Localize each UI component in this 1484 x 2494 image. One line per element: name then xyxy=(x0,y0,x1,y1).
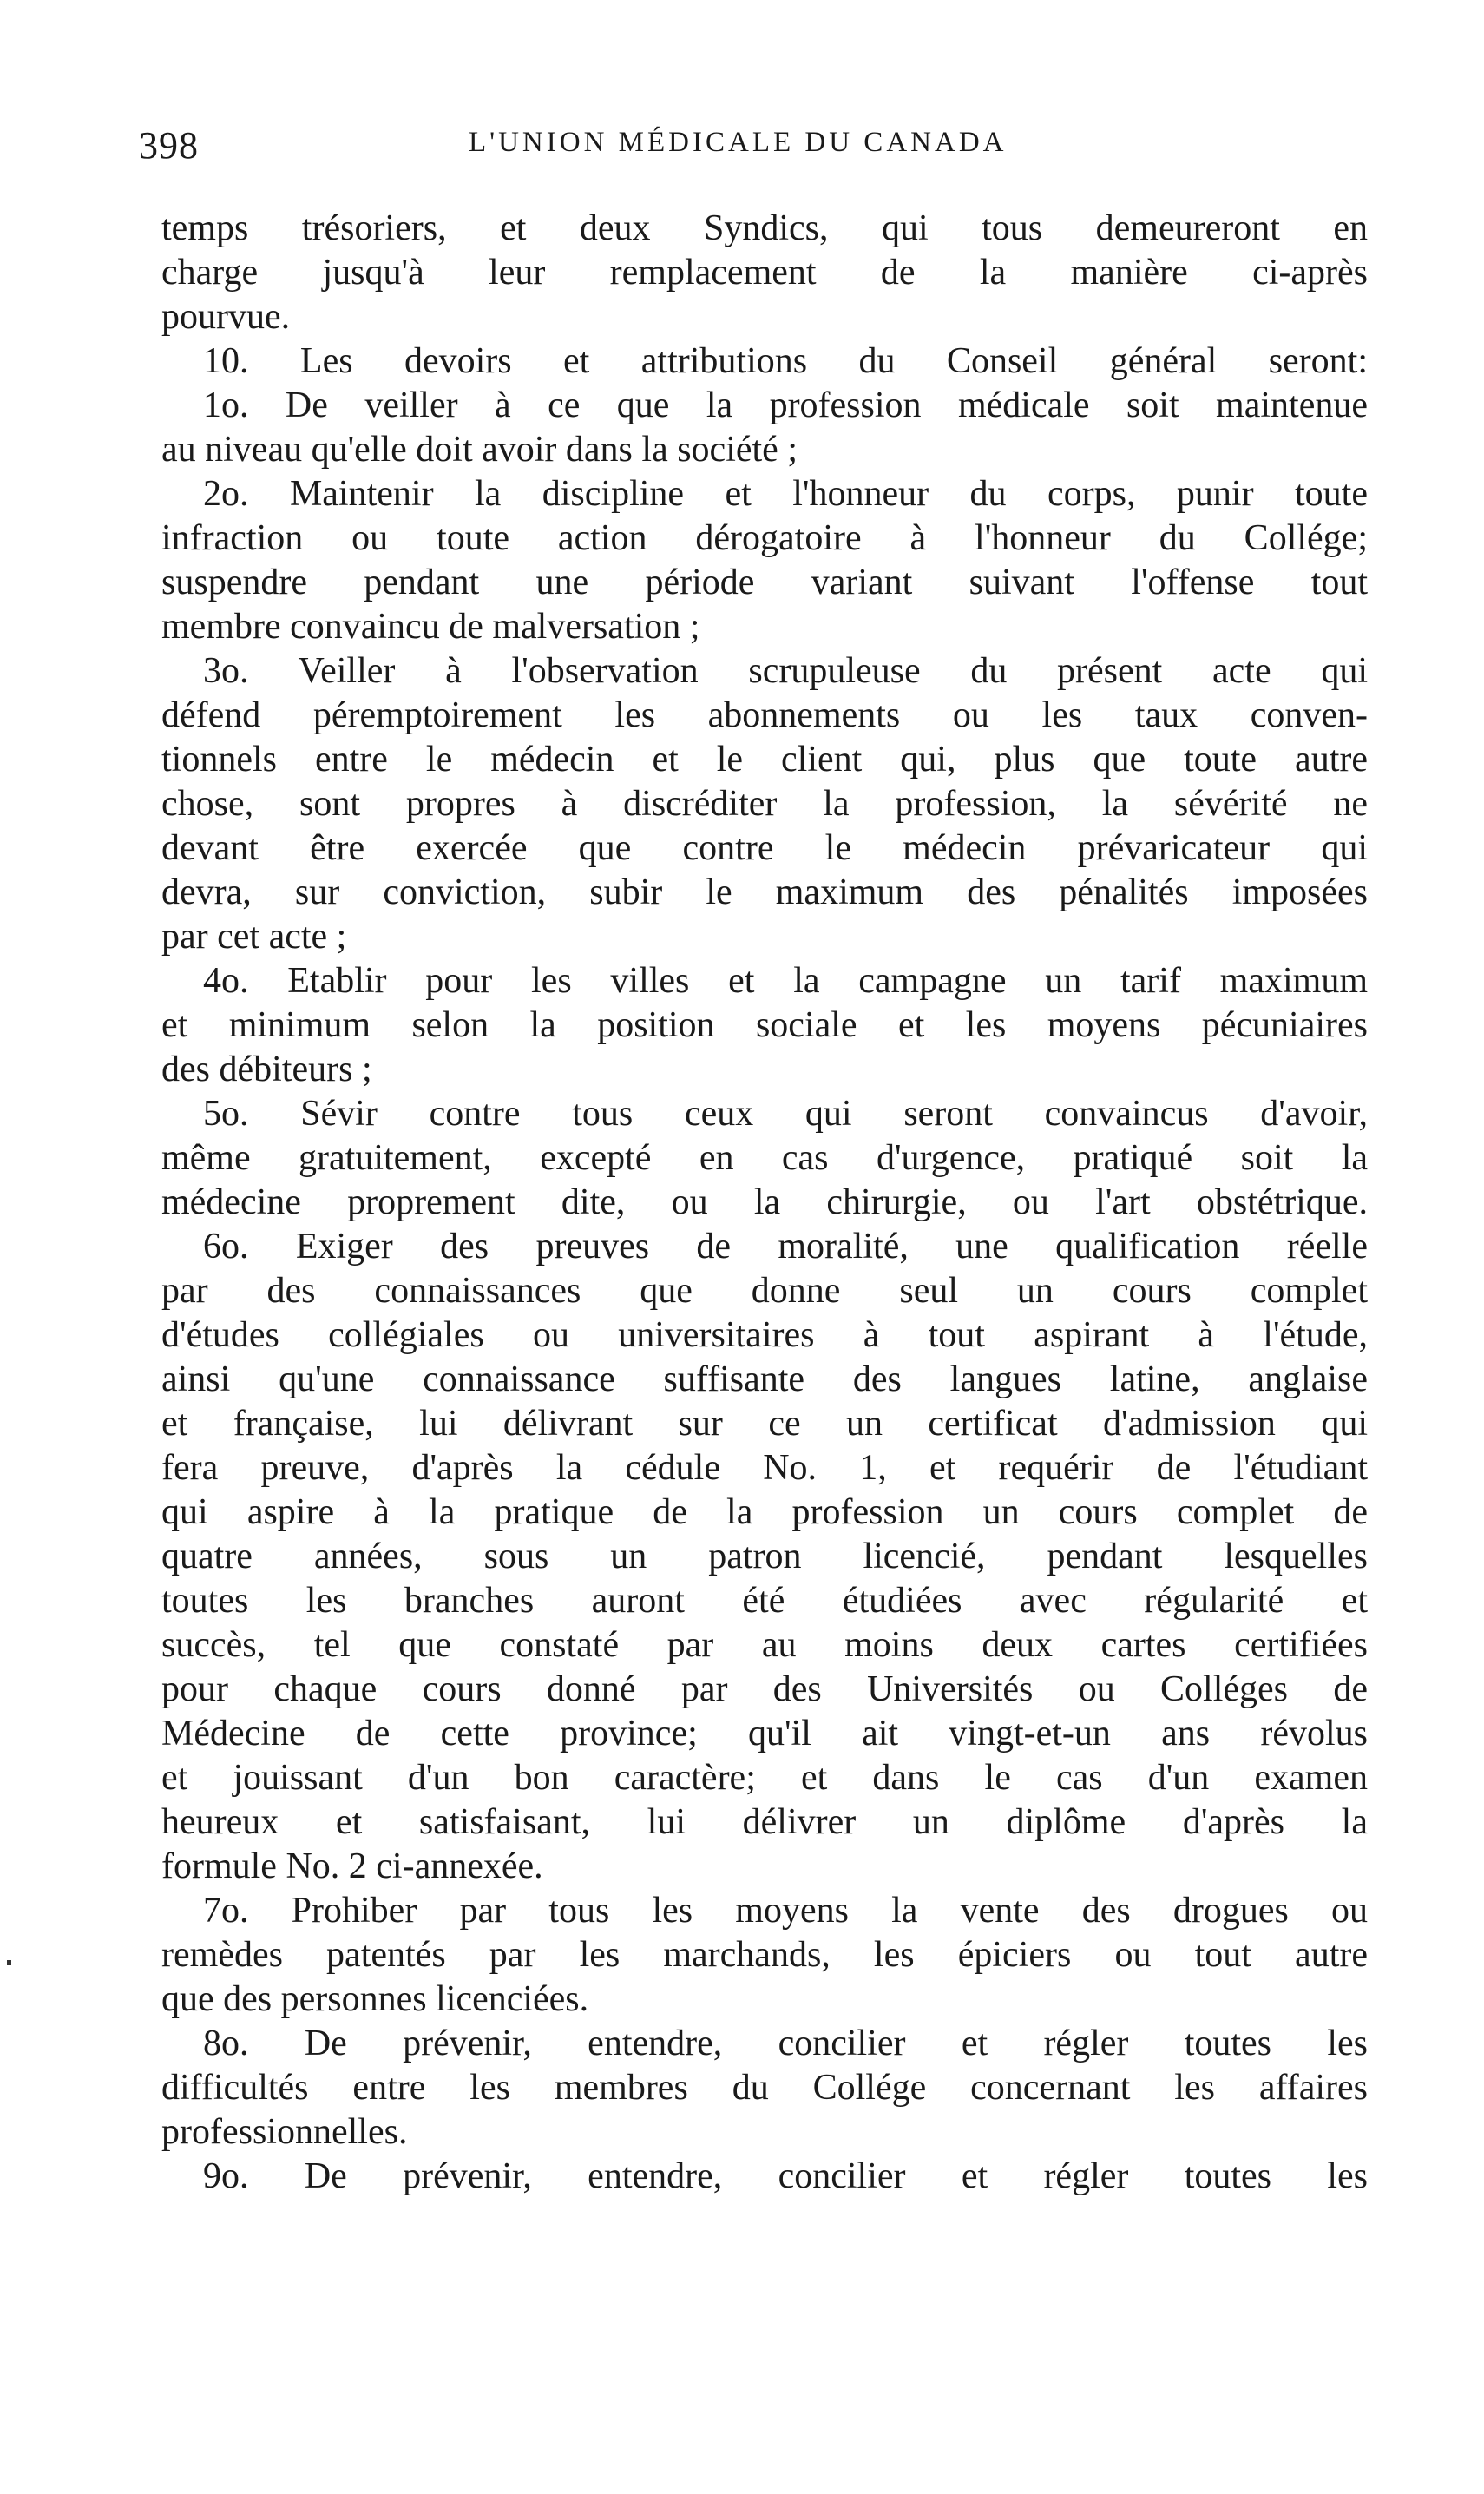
text-line: au niveau qu'elle doit avoir dans la société ; xyxy=(161,430,798,470)
text-line: 8o. De prévenir, entendre, concilier et régler toutes les xyxy=(203,2023,1368,2063)
text-line: d'études collégiales ou universitaires à tout aspirant à l'étude, xyxy=(161,1315,1368,1355)
text-line: par des connaissances que donne seul un cours complet xyxy=(161,1271,1368,1311)
text-line: 9o. De prévenir, entendre, concilier et régler toutes les xyxy=(203,2156,1368,2196)
text-line: défend péremptoirement les abonnements ou les taux conven- xyxy=(161,695,1368,735)
text-line: médecine proprement dite, ou la chirurgie, ou l'art obstétrique. xyxy=(161,1182,1368,1222)
body-text xyxy=(161,207,1368,2199)
text-line: 2o. Maintenir la discipline et l'honneur du corps, punir toute xyxy=(203,474,1368,514)
text-line: Médecine de cette province; qu'il ait vingt-et-un ans révolus xyxy=(161,1714,1368,1754)
text-line: fera preuve, d'après la cédule No. 1, et requérir de l'étudiant xyxy=(161,1448,1368,1488)
text-line: 7o. Prohiber par tous les moyens la vente des drogues ou xyxy=(203,1891,1368,1931)
text-line: difficultés entre les membres du Collége concernant les affaires xyxy=(161,2068,1368,2108)
text-line: devant être exercée que contre le médecin prévaricateur qui xyxy=(161,828,1368,868)
text-line: 4o. Etablir pour les villes et la campagne un tarif maximum xyxy=(203,961,1368,1001)
text-line: membre convaincu de malversation ; xyxy=(161,607,700,647)
text-line: tionnels entre le médecin et le client qui, plus que toute autre xyxy=(161,740,1368,780)
text-line: et minimum selon la position sociale et les moyens pécuniaires xyxy=(161,1005,1368,1045)
text-line: par cet acte ; xyxy=(161,917,347,957)
text-line: et jouissant d'un bon caractère; et dans le cas d'un examen xyxy=(161,1758,1368,1798)
text-line: chose, sont propres à discréditer la profession, la sévérité ne xyxy=(161,784,1368,824)
page-header xyxy=(139,123,1354,175)
text-line: temps trésoriers, et deux Syndics, qui tous demeureront en xyxy=(161,208,1368,248)
text-line: formule No. 2 ci-annexée. xyxy=(161,1846,543,1886)
running-title: L'UNION MÉDICALE DU CANADA xyxy=(469,127,1008,158)
text-line: même gratuitement, excepté en cas d'urgence, pratiqué soit la xyxy=(161,1138,1368,1178)
text-line: que des personnes licenciées. xyxy=(161,1979,589,2019)
page-number: 398 xyxy=(139,124,199,167)
text-line: charge jusqu'à leur remplacement de la manière ci-après xyxy=(161,253,1368,293)
text-line: toutes les branches auront été étudiées avec régularité et xyxy=(161,1581,1368,1621)
text-line: suspendre pendant une période variant suivant l'offense tout xyxy=(161,563,1368,602)
text-line: 10. Les devoirs et attributions du Conseil général seront: xyxy=(203,341,1368,381)
text-line: pour chaque cours donné par des Universités ou Colléges de xyxy=(161,1669,1368,1709)
text-line: professionnelles. xyxy=(161,2112,408,2152)
text-line: succès, tel que constaté par au moins deux cartes certifiées xyxy=(161,1625,1368,1665)
text-line: 5o. Sévir contre tous ceux qui seront convaincus d'avoir, xyxy=(203,1094,1368,1134)
text-line: infraction ou toute action dérogatoire à l'honneur du Collége; xyxy=(161,518,1368,558)
text-line: 6o. Exiger des preuves de moralité, une qualification réelle xyxy=(203,1227,1368,1267)
text-line: remèdes patentés par les marchands, les épiciers ou tout autre xyxy=(161,1935,1368,1975)
text-line: 3o. Veiller à l'observation scrupuleuse du présent acte qui xyxy=(203,651,1368,691)
text-line: des débiteurs ; xyxy=(161,1050,372,1089)
text-line: qui aspire à la pratique de la profession un cours complet de xyxy=(161,1492,1368,1532)
text-line: ainsi qu'une connaissance suffisante des langues latine, anglaise xyxy=(161,1359,1368,1399)
text-line: 1o. De veiller à ce que la profession médicale soit maintenue xyxy=(203,385,1368,425)
margin-speck xyxy=(7,1960,11,1965)
text-line: heureux et satisfaisant, lui délivrer un diplôme d'après la xyxy=(161,1802,1368,1842)
text-line: pourvue. xyxy=(161,297,291,337)
text-line: quatre années, sous un patron licencié, pendant lesquelles xyxy=(161,1537,1368,1576)
text-line: et française, lui délivrant sur ce un certificat d'admission qui xyxy=(161,1404,1368,1444)
text-line: devra, sur conviction, subir le maximum des pénalités imposées xyxy=(161,872,1368,912)
